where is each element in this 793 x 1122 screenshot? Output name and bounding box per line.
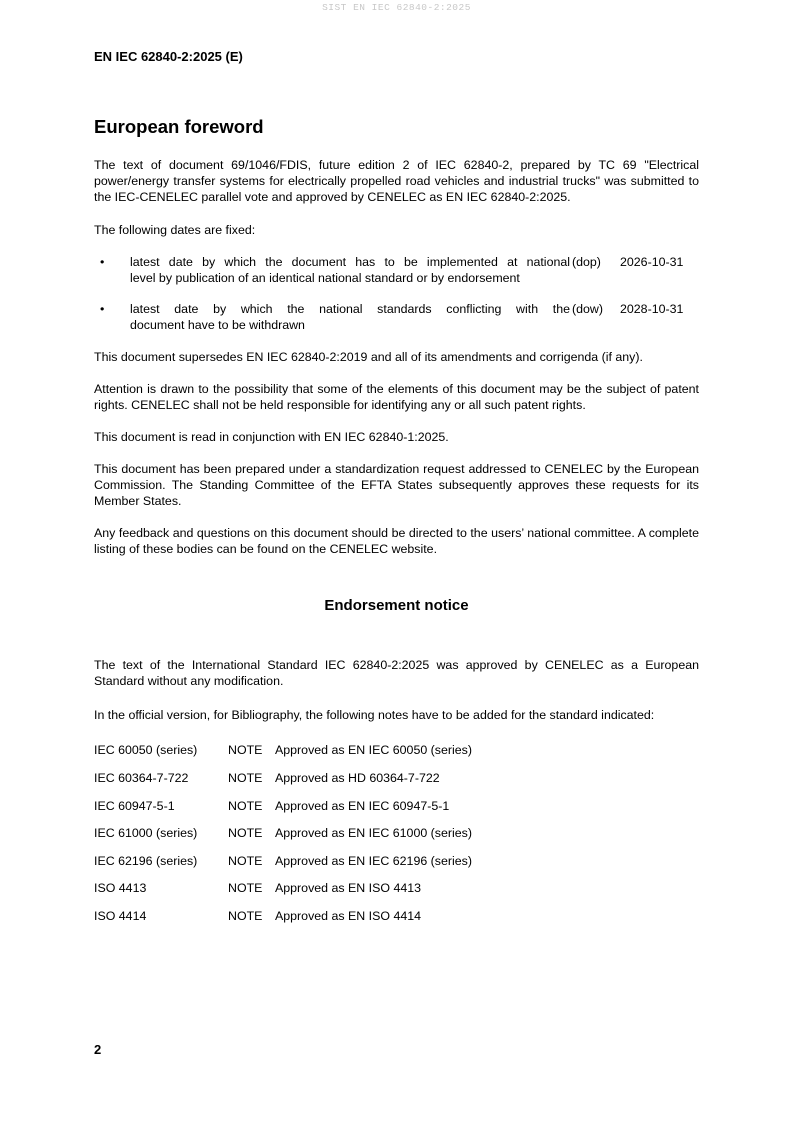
note-row [94,742,699,758]
date-item-text: latest date by which the document has to be implemented at national [130,255,570,269]
date-item-text-cont: document have to be withdrawn [130,318,305,332]
standardization-request-paragraph: This document has been prepared under a standardization request addressed to CENELEC by the European Commission. The Standing Committee of the EFTA States subsequently approves these requests for its Member States. [94,462,699,508]
patent-paragraph: Attention is drawn to the possibility that some of the elements of this document may be the subject of patent rights. CENELEC shall not be held responsible for identifying any or all such patent rights. [94,382,699,412]
note-text: Approved as EN IEC 60947-5-1 [275,799,450,813]
date-code: (dop) [572,255,601,269]
note-text: Approved as EN ISO 4414 [275,909,422,923]
note-label: NOTE [228,799,263,813]
date-item-text-cont: level by publication of an identical national standard or by endorsement [130,271,520,285]
note-row [94,825,699,841]
date-item-text: latest date by which the national standards conflicting with the [130,302,570,316]
conjunction-paragraph: This document is read in conjunction with EN IEC 62840-1:2025. [94,430,449,444]
bibliography-intro: In the official version, for Bibliography, the following notes have to be added for the standard indicated: [94,708,655,722]
note-label: NOTE [228,826,263,840]
note-label: NOTE [228,854,263,868]
note-row [94,880,699,896]
date-value: 2026-10-31 [620,255,684,269]
date-code: (dow) [572,302,603,316]
note-standard: IEC 60364-7-722 [94,771,189,785]
note-text: Approved as EN IEC 60050 (series) [275,743,472,757]
watermark: SIST EN IEC 62840-2:2025 [322,2,471,13]
note-row [94,908,699,924]
date-value: 2028-10-31 [620,302,684,316]
note-standard: IEC 60947-5-1 [94,799,175,813]
feedback-paragraph: Any feedback and questions on this document should be directed to the users’ national committee. A complete listing of these bodies can be found on the CENELEC website. [94,526,699,556]
document-header: EN IEC 62840-2:2025 (E) [94,49,243,64]
note-standard: ISO 4414 [94,909,147,923]
note-standard: IEC 62196 (series) [94,854,198,868]
note-text: Approved as HD 60364-7-722 [275,771,440,785]
note-standard: IEC 60050 (series) [94,743,198,757]
note-row [94,798,699,814]
note-standard: IEC 61000 (series) [94,826,198,840]
note-row [94,853,699,869]
dates-intro: The following dates are fixed: [94,223,256,237]
note-label: NOTE [228,771,263,785]
note-text: Approved as EN IEC 61000 (series) [275,826,472,840]
endorsement-paragraph: The text of the International Standard IEC 62840-2:2025 was approved by CENELEC as a European Standard without any modification. [94,658,699,688]
note-standard: ISO 4413 [94,881,147,895]
note-row [94,770,699,786]
endorsement-title: Endorsement notice [324,597,469,614]
note-text: Approved as EN IEC 62196 (series) [275,854,472,868]
note-label: NOTE [228,743,263,757]
note-label: NOTE [228,909,263,923]
note-label: NOTE [228,881,263,895]
foreword-paragraph: The text of document 69/1046/FDIS, future edition 2 of IEC 62840-2, prepared by TC 69 "Electrical power/energy transfer systems for electrically propelled road vehicles and industrial trucks" was submitted to the IEC-CENELEC parallel vote and approved by CENELEC as EN IEC 62840-2:2025. [94,158,699,204]
bullet-icon: • [100,302,105,316]
page-number: 2 [94,1042,102,1057]
note-text: Approved as EN ISO 4413 [275,881,422,895]
page-title: European foreword [94,116,264,137]
supersedes-paragraph: This document supersedes EN IEC 62840-2:2019 and all of its amendments and corrigenda (if any). [94,350,643,364]
bullet-icon: • [100,255,105,269]
